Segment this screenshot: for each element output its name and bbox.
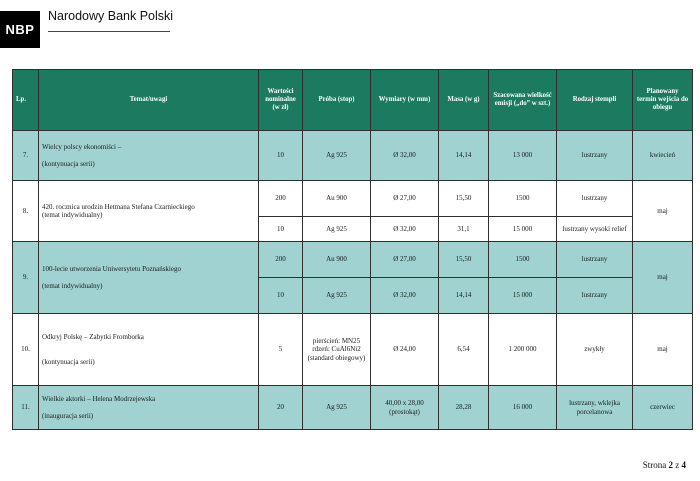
stempel-cell: lustrzany: [557, 242, 633, 278]
header-nominal: Wartości nominalne (w zł): [259, 70, 303, 131]
masa-cell: 15,50: [439, 242, 489, 278]
row-theme: [39, 242, 259, 314]
wymiary-cell: 40,00 x 28,00 (prostokąt): [371, 386, 439, 430]
row-theme: [39, 386, 259, 430]
nominal-cell: 10: [259, 131, 303, 181]
table-row: [13, 386, 693, 430]
row-theme: [39, 181, 259, 242]
wymiary-cell: Ø 24,00: [371, 314, 439, 386]
emisja-cell: 1 200 000: [489, 314, 557, 386]
header-termin: Planowany termin wejścia do obiegu: [633, 70, 693, 131]
nominal-cell: 20: [259, 386, 303, 430]
row-lp: 11.: [13, 386, 39, 430]
table-row: [13, 242, 693, 278]
theme-title: Odkryj Polskę – Zabytki Fromborka: [42, 333, 144, 342]
wymiary-cell: Ø 27,00: [371, 181, 439, 217]
nominal-cell: 200: [259, 242, 303, 278]
row-lp: 10.: [13, 314, 39, 386]
theme-title: Wielkie aktorki – Helena Modrzejewska: [42, 394, 156, 403]
page-total: 4: [681, 460, 686, 470]
emisja-cell: 1500: [489, 181, 557, 217]
termin-cell: kwiecień: [633, 131, 693, 181]
row-lp: 7.: [13, 131, 39, 181]
theme-title: 100-lecie utworzenia Uniwersytetu Poznańskiego: [42, 264, 181, 273]
emisja-cell: 15 000: [489, 278, 557, 314]
stempel-cell: lustrzany: [557, 278, 633, 314]
page-number: [643, 460, 686, 470]
masa-cell: 6,54: [439, 314, 489, 386]
theme-note: (kontynuacja serii): [42, 160, 95, 168]
masa-cell: 14,14: [439, 278, 489, 314]
header-masa: Masa (w g): [439, 70, 489, 131]
header-proba: Próba (stop): [303, 70, 371, 131]
masa-cell: 15,50: [439, 181, 489, 217]
stempel-cell: lustrzany: [557, 181, 633, 217]
page-current: 2: [668, 460, 673, 470]
theme-note: (kontynuacja serii): [42, 357, 95, 366]
proba-cell: Ag 925: [303, 131, 371, 181]
masa-cell: 31,1: [439, 217, 489, 242]
wymiary-cell: Ø 32,00: [371, 278, 439, 314]
table-row: [13, 131, 693, 181]
emisja-cell: 13 000: [489, 131, 557, 181]
proba-cell: Au 900: [303, 242, 371, 278]
row-theme: [39, 314, 259, 386]
header-divider: [48, 31, 170, 32]
nominal-cell: 10: [259, 278, 303, 314]
page-label: Strona: [642, 460, 667, 470]
theme-note: (temat indywidualny): [42, 211, 103, 219]
stempel-cell: lustrzany: [557, 131, 633, 181]
nbp-logo: [0, 11, 40, 48]
termin-cell: czerwiec: [633, 386, 693, 430]
wymiary-cell: Ø 32,00: [371, 217, 439, 242]
bank-name: Narodowy Bank Polski: [48, 9, 174, 23]
proba-cell: Ag 925: [303, 386, 371, 430]
wymiary-cell: Ø 27,00: [371, 242, 439, 278]
nominal-cell: 5: [259, 314, 303, 386]
proba-cell: Au 900: [303, 181, 371, 217]
table-row: [13, 314, 693, 386]
termin-cell: maj: [633, 314, 693, 386]
table-header-row: [13, 70, 693, 131]
header-lp: Lp.: [13, 70, 39, 131]
coin-issue-table: [12, 69, 693, 430]
stempel-cell: lustrzany wysoki relief: [557, 217, 633, 242]
nominal-cell: 200: [259, 181, 303, 217]
row-theme: [39, 131, 259, 181]
header-temat: Temat/uwagi: [39, 70, 259, 131]
termin-cell: maj: [633, 181, 693, 242]
emisja-cell: 16 000: [489, 386, 557, 430]
row-lp: 8.: [13, 181, 39, 242]
theme-note: (inauguracja serii): [42, 412, 94, 420]
termin-cell: maj: [633, 242, 693, 314]
stempel-cell: lustrzany, wklejka porcelanowa: [557, 386, 633, 430]
nominal-cell: 10: [259, 217, 303, 242]
header-wymiary: Wymiary (w mm): [371, 70, 439, 131]
emisja-cell: 1500: [489, 242, 557, 278]
masa-cell: 14,14: [439, 131, 489, 181]
theme-title: Wielcy polscy ekonomiści –: [42, 142, 122, 151]
proba-cell: Ag 925: [303, 217, 371, 242]
table-row: [13, 181, 693, 217]
proba-cell: Ag 925: [303, 278, 371, 314]
header-emisja: Szacowana wielkość emisji („do” w szt.): [489, 70, 557, 131]
stempel-cell: zwykły: [557, 314, 633, 386]
theme-note: (temat indywidualny): [42, 282, 103, 290]
wymiary-cell: Ø 32,00: [371, 131, 439, 181]
row-lp: 9.: [13, 242, 39, 314]
masa-cell: 28,28: [439, 386, 489, 430]
page-of: z: [675, 460, 680, 470]
emisja-cell: 15 000: [489, 217, 557, 242]
theme-title: 420. rocznica urodzin Hetmana Stefana Czarnieckiego: [42, 202, 195, 211]
header-stempel: Rodzaj stempli: [557, 70, 633, 131]
proba-cell: pierścień: MN25 rdzeń: CuAl6Ni2 (standard obiegowy): [303, 314, 371, 386]
logo-mark: NBP: [0, 11, 40, 48]
